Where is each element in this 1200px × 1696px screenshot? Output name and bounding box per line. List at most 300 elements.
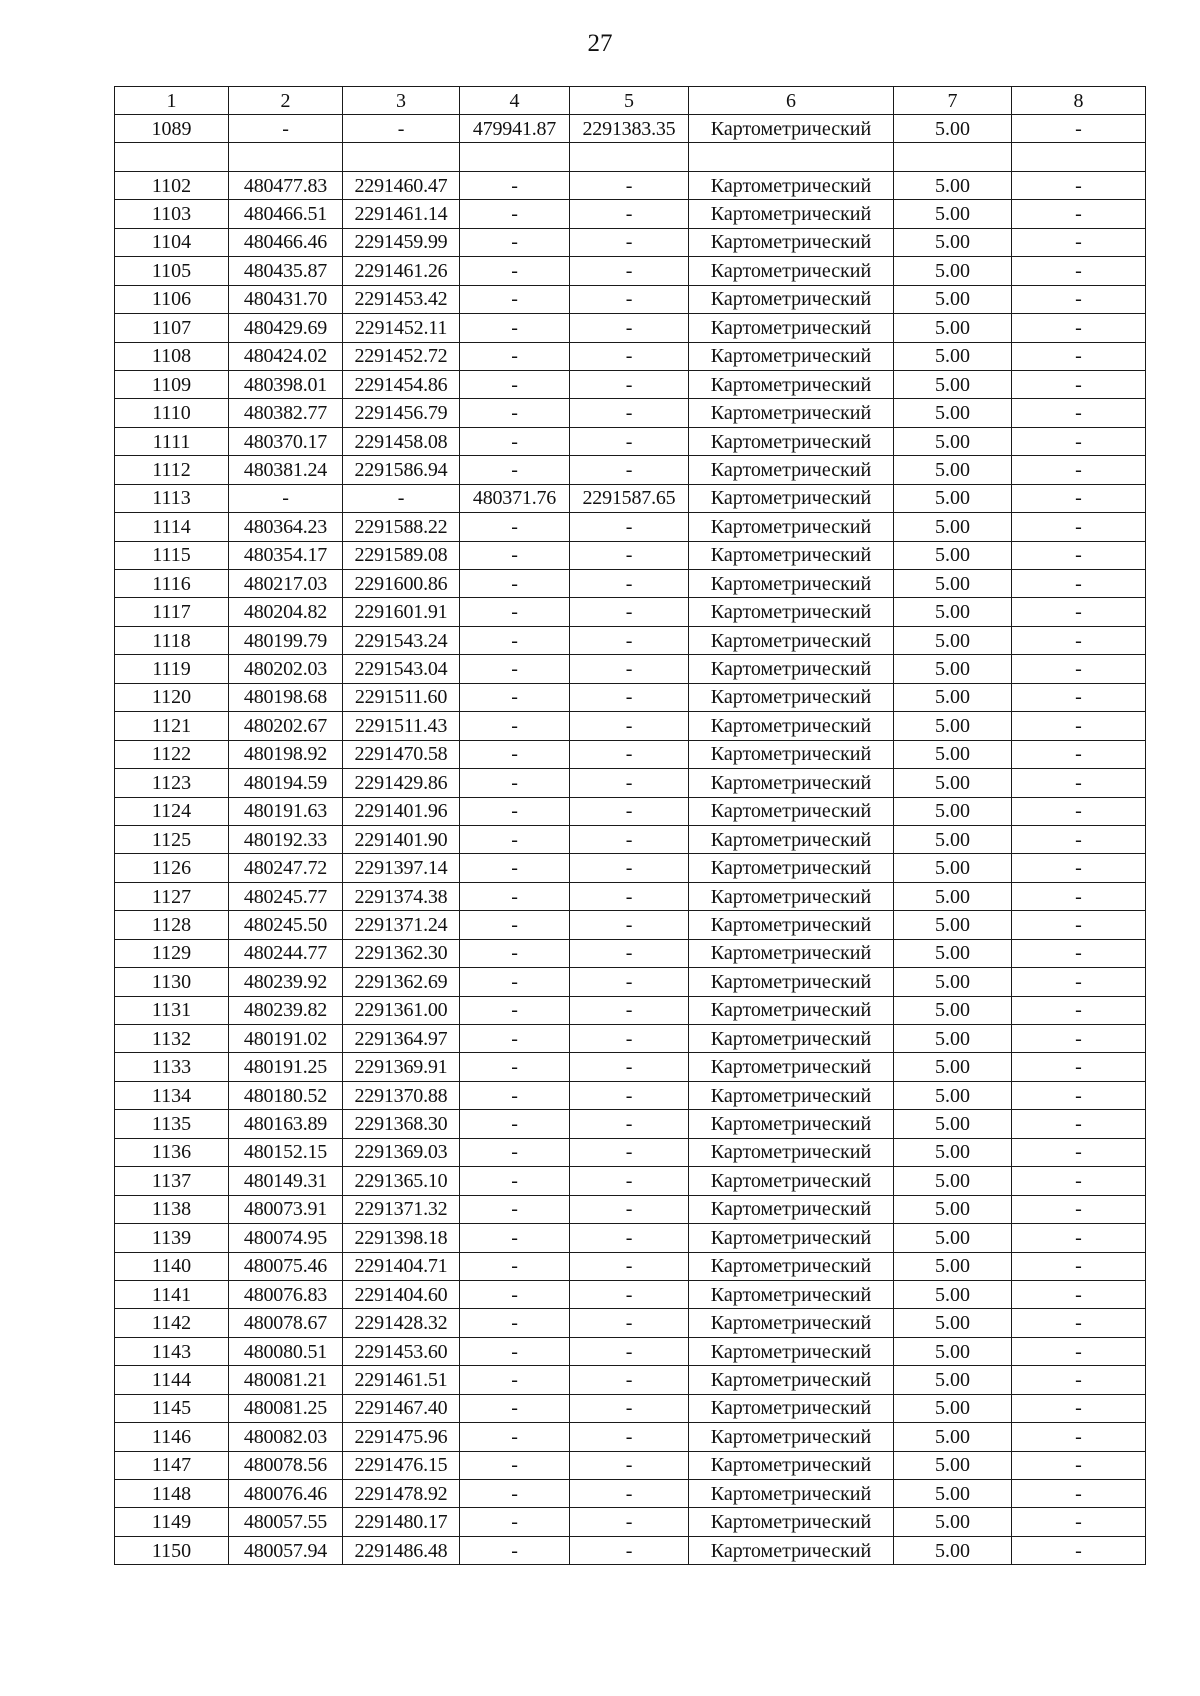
y-coordinate-new-cell: - xyxy=(570,513,689,541)
x-coordinate-cell: 480370.17 xyxy=(229,427,343,455)
note-cell: - xyxy=(1012,968,1146,996)
point-number-cell: 1131 xyxy=(115,996,229,1024)
x-coordinate-cell: 480080.51 xyxy=(229,1337,343,1365)
y-coordinate-new-cell: 2291587.65 xyxy=(570,484,689,512)
x-coordinate-new-cell: - xyxy=(460,683,570,711)
method-cell: Картометрический xyxy=(689,712,894,740)
note-cell: - xyxy=(1012,626,1146,654)
x-coordinate-new-cell: - xyxy=(460,1394,570,1422)
note-cell: - xyxy=(1012,911,1146,939)
table-row xyxy=(115,143,1146,171)
table-row xyxy=(115,228,1146,256)
x-coordinate-cell: 480163.89 xyxy=(229,1110,343,1138)
method-cell: Картометрический xyxy=(689,769,894,797)
method-cell: Картометрический xyxy=(689,456,894,484)
point-number-cell: 1116 xyxy=(115,570,229,598)
note-cell: - xyxy=(1012,115,1146,143)
note-cell: - xyxy=(1012,598,1146,626)
table-row xyxy=(115,598,1146,626)
y-coordinate-new-cell: - xyxy=(570,1025,689,1053)
method-cell: Картометрический xyxy=(689,1394,894,1422)
method-cell: Картометрический xyxy=(689,598,894,626)
x-coordinate-new-cell: - xyxy=(460,1252,570,1280)
y-coordinate-cell: 2291365.10 xyxy=(343,1167,460,1195)
x-coordinate-cell: 480202.67 xyxy=(229,712,343,740)
x-coordinate-cell: 480435.87 xyxy=(229,257,343,285)
table-row xyxy=(115,1451,1146,1479)
y-coordinate-new-cell: - xyxy=(570,1081,689,1109)
y-coordinate-new-cell: - xyxy=(570,1508,689,1536)
point-number-cell: 1109 xyxy=(115,370,229,398)
y-coordinate-cell: 2291470.58 xyxy=(343,740,460,768)
method-cell: Картометрический xyxy=(689,1280,894,1308)
table-row xyxy=(115,1280,1146,1308)
accuracy-cell: 5.00 xyxy=(894,996,1012,1024)
method-cell: Картометрический xyxy=(689,427,894,455)
table-row xyxy=(115,342,1146,370)
x-coordinate-cell: 480074.95 xyxy=(229,1224,343,1252)
y-coordinate-cell xyxy=(343,143,460,171)
point-number-cell: 1120 xyxy=(115,683,229,711)
accuracy-cell: 5.00 xyxy=(894,939,1012,967)
table-row xyxy=(115,200,1146,228)
y-coordinate-cell: - xyxy=(343,484,460,512)
x-coordinate-cell: 480431.70 xyxy=(229,285,343,313)
y-coordinate-new-cell: - xyxy=(570,882,689,910)
x-coordinate-new-cell: - xyxy=(460,598,570,626)
x-coordinate-new-cell: - xyxy=(460,1053,570,1081)
accuracy-cell: 5.00 xyxy=(894,968,1012,996)
x-coordinate-cell: 480204.82 xyxy=(229,598,343,626)
x-coordinate-new-cell: - xyxy=(460,228,570,256)
x-coordinate-cell: - xyxy=(229,115,343,143)
accuracy-cell: 5.00 xyxy=(894,484,1012,512)
y-coordinate-cell: 2291475.96 xyxy=(343,1423,460,1451)
point-number-cell: 1115 xyxy=(115,541,229,569)
accuracy-cell: 5.00 xyxy=(894,1480,1012,1508)
y-coordinate-cell: 2291397.14 xyxy=(343,854,460,882)
point-number-cell: 1144 xyxy=(115,1366,229,1394)
column-header-5: 5 xyxy=(570,87,689,115)
table-row xyxy=(115,541,1146,569)
y-coordinate-new-cell: 2291383.35 xyxy=(570,115,689,143)
x-coordinate-cell: 480247.72 xyxy=(229,854,343,882)
y-coordinate-new-cell: - xyxy=(570,655,689,683)
point-number-cell: 1137 xyxy=(115,1167,229,1195)
x-coordinate-new-cell: - xyxy=(460,427,570,455)
method-cell: Картометрический xyxy=(689,1309,894,1337)
table-row xyxy=(115,683,1146,711)
x-coordinate-cell: 480076.46 xyxy=(229,1480,343,1508)
method-cell: Картометрический xyxy=(689,1337,894,1365)
method-cell: Картометрический xyxy=(689,740,894,768)
y-coordinate-new-cell: - xyxy=(570,598,689,626)
x-coordinate-new-cell: - xyxy=(460,712,570,740)
method-cell: Картометрический xyxy=(689,655,894,683)
x-coordinate-cell: 480076.83 xyxy=(229,1280,343,1308)
note-cell: - xyxy=(1012,712,1146,740)
x-coordinate-new-cell: - xyxy=(460,570,570,598)
y-coordinate-cell: 2291404.71 xyxy=(343,1252,460,1280)
note-cell: - xyxy=(1012,1366,1146,1394)
method-cell: Картометрический xyxy=(689,882,894,910)
table-row xyxy=(115,1508,1146,1536)
y-coordinate-cell: 2291461.14 xyxy=(343,200,460,228)
note-cell: - xyxy=(1012,740,1146,768)
point-number-cell: 1108 xyxy=(115,342,229,370)
y-coordinate-cell: 2291404.60 xyxy=(343,1280,460,1308)
table-row xyxy=(115,1536,1146,1564)
table-row xyxy=(115,257,1146,285)
x-coordinate-new-cell: - xyxy=(460,171,570,199)
y-coordinate-new-cell: - xyxy=(570,911,689,939)
x-coordinate-new-cell: - xyxy=(460,1138,570,1166)
table-row xyxy=(115,626,1146,654)
x-coordinate-new-cell: - xyxy=(460,285,570,313)
point-number-cell: 1103 xyxy=(115,200,229,228)
table-row xyxy=(115,939,1146,967)
x-coordinate-new-cell: - xyxy=(460,1110,570,1138)
table-row xyxy=(115,655,1146,683)
accuracy-cell: 5.00 xyxy=(894,399,1012,427)
x-coordinate-cell: 480081.21 xyxy=(229,1366,343,1394)
point-number-cell: 1123 xyxy=(115,769,229,797)
point-number-cell: 1125 xyxy=(115,825,229,853)
y-coordinate-new-cell: - xyxy=(570,257,689,285)
point-number-cell: 1112 xyxy=(115,456,229,484)
note-cell: - xyxy=(1012,939,1146,967)
note-cell: - xyxy=(1012,1081,1146,1109)
table-row xyxy=(115,1224,1146,1252)
accuracy-cell: 5.00 xyxy=(894,1053,1012,1081)
note-cell: - xyxy=(1012,1394,1146,1422)
method-cell: Картометрический xyxy=(689,171,894,199)
table-row xyxy=(115,427,1146,455)
point-number-cell: 1089 xyxy=(115,115,229,143)
table-row xyxy=(115,1480,1146,1508)
x-coordinate-cell: 480191.02 xyxy=(229,1025,343,1053)
y-coordinate-new-cell: - xyxy=(570,427,689,455)
y-coordinate-cell: 2291370.88 xyxy=(343,1081,460,1109)
y-coordinate-new-cell: - xyxy=(570,1252,689,1280)
note-cell: - xyxy=(1012,1025,1146,1053)
y-coordinate-cell: 2291458.08 xyxy=(343,427,460,455)
y-coordinate-new-cell xyxy=(570,143,689,171)
x-coordinate-cell: 480198.68 xyxy=(229,683,343,711)
y-coordinate-new-cell: - xyxy=(570,541,689,569)
point-number-cell: 1107 xyxy=(115,314,229,342)
y-coordinate-new-cell: - xyxy=(570,1138,689,1166)
note-cell: - xyxy=(1012,825,1146,853)
y-coordinate-new-cell: - xyxy=(570,683,689,711)
x-coordinate-new-cell: - xyxy=(460,1423,570,1451)
table-row xyxy=(115,1337,1146,1365)
note-cell: - xyxy=(1012,370,1146,398)
x-coordinate-cell: 480073.91 xyxy=(229,1195,343,1223)
x-coordinate-new-cell: - xyxy=(460,655,570,683)
y-coordinate-new-cell: - xyxy=(570,1309,689,1337)
x-coordinate-new-cell: - xyxy=(460,513,570,541)
method-cell: Картометрический xyxy=(689,797,894,825)
point-number-cell: 1126 xyxy=(115,854,229,882)
y-coordinate-new-cell: - xyxy=(570,370,689,398)
point-number-cell: 1133 xyxy=(115,1053,229,1081)
accuracy-cell: 5.00 xyxy=(894,1224,1012,1252)
accuracy-cell: 5.00 xyxy=(894,1138,1012,1166)
method-cell: Картометрический xyxy=(689,1224,894,1252)
x-coordinate-cell: 480466.51 xyxy=(229,200,343,228)
table-row xyxy=(115,285,1146,313)
y-coordinate-cell: 2291588.22 xyxy=(343,513,460,541)
accuracy-cell: 5.00 xyxy=(894,1366,1012,1394)
x-coordinate-cell: 480199.79 xyxy=(229,626,343,654)
table-row xyxy=(115,1309,1146,1337)
x-coordinate-cell: 480192.33 xyxy=(229,825,343,853)
y-coordinate-cell: 2291478.92 xyxy=(343,1480,460,1508)
point-number-cell: 1127 xyxy=(115,882,229,910)
point-number-cell: 1124 xyxy=(115,797,229,825)
point-number-cell: 1142 xyxy=(115,1309,229,1337)
method-cell: Картометрический xyxy=(689,1252,894,1280)
y-coordinate-cell: 2291480.17 xyxy=(343,1508,460,1536)
y-coordinate-cell: 2291456.79 xyxy=(343,399,460,427)
note-cell: - xyxy=(1012,513,1146,541)
accuracy-cell: 5.00 xyxy=(894,570,1012,598)
accuracy-cell: 5.00 xyxy=(894,1451,1012,1479)
point-number-cell: 1143 xyxy=(115,1337,229,1365)
method-cell: Картометрический xyxy=(689,200,894,228)
point-number-cell: 1138 xyxy=(115,1195,229,1223)
note-cell: - xyxy=(1012,1280,1146,1308)
point-number-cell: 1140 xyxy=(115,1252,229,1280)
x-coordinate-new-cell: - xyxy=(460,626,570,654)
note-cell: - xyxy=(1012,257,1146,285)
accuracy-cell: 5.00 xyxy=(894,825,1012,853)
x-coordinate-cell: 480477.83 xyxy=(229,171,343,199)
note-cell: - xyxy=(1012,541,1146,569)
accuracy-cell: 5.00 xyxy=(894,626,1012,654)
x-coordinate-new-cell: - xyxy=(460,1480,570,1508)
y-coordinate-cell: 2291369.91 xyxy=(343,1053,460,1081)
accuracy-cell: 5.00 xyxy=(894,513,1012,541)
method-cell: Картометрический xyxy=(689,911,894,939)
point-number-cell: 1136 xyxy=(115,1138,229,1166)
point-number-cell: 1146 xyxy=(115,1423,229,1451)
table-row xyxy=(115,911,1146,939)
point-number-cell: 1102 xyxy=(115,171,229,199)
y-coordinate-new-cell: - xyxy=(570,171,689,199)
method-cell: Картометрический xyxy=(689,626,894,654)
x-coordinate-new-cell: 479941.87 xyxy=(460,115,570,143)
note-cell xyxy=(1012,143,1146,171)
method-cell: Картометрический xyxy=(689,314,894,342)
column-header-3: 3 xyxy=(343,87,460,115)
table-row xyxy=(115,882,1146,910)
x-coordinate-cell xyxy=(229,143,343,171)
x-coordinate-cell: 480239.82 xyxy=(229,996,343,1024)
x-coordinate-new-cell: - xyxy=(460,740,570,768)
method-cell: Картометрический xyxy=(689,1138,894,1166)
note-cell: - xyxy=(1012,285,1146,313)
method-cell: Картометрический xyxy=(689,1366,894,1394)
note-cell: - xyxy=(1012,427,1146,455)
y-coordinate-new-cell: - xyxy=(570,1224,689,1252)
column-header-1: 1 xyxy=(115,87,229,115)
x-coordinate-new-cell: 480371.76 xyxy=(460,484,570,512)
accuracy-cell: 5.00 xyxy=(894,1110,1012,1138)
x-coordinate-cell: 480217.03 xyxy=(229,570,343,598)
x-coordinate-new-cell: - xyxy=(460,1337,570,1365)
method-cell: Картометрический xyxy=(689,484,894,512)
note-cell: - xyxy=(1012,1309,1146,1337)
y-coordinate-cell: 2291428.32 xyxy=(343,1309,460,1337)
y-coordinate-new-cell: - xyxy=(570,399,689,427)
accuracy-cell: 5.00 xyxy=(894,314,1012,342)
accuracy-cell: 5.00 xyxy=(894,769,1012,797)
x-coordinate-cell: 480081.25 xyxy=(229,1394,343,1422)
y-coordinate-new-cell: - xyxy=(570,1451,689,1479)
x-coordinate-new-cell: - xyxy=(460,342,570,370)
y-coordinate-cell: 2291369.03 xyxy=(343,1138,460,1166)
x-coordinate-cell: 480354.17 xyxy=(229,541,343,569)
table-row xyxy=(115,1110,1146,1138)
table-body xyxy=(115,115,1146,1565)
point-number-cell: 1119 xyxy=(115,655,229,683)
y-coordinate-cell: 2291454.86 xyxy=(343,370,460,398)
note-cell: - xyxy=(1012,456,1146,484)
table-header xyxy=(115,87,1146,115)
x-coordinate-cell: 480194.59 xyxy=(229,769,343,797)
y-coordinate-new-cell: - xyxy=(570,968,689,996)
method-cell: Картометрический xyxy=(689,854,894,882)
method-cell: Картометрический xyxy=(689,228,894,256)
accuracy-cell: 5.00 xyxy=(894,1337,1012,1365)
method-cell: Картометрический xyxy=(689,1167,894,1195)
x-coordinate-cell: 480198.92 xyxy=(229,740,343,768)
x-coordinate-cell: 480191.25 xyxy=(229,1053,343,1081)
note-cell: - xyxy=(1012,1110,1146,1138)
table-row xyxy=(115,797,1146,825)
note-cell: - xyxy=(1012,769,1146,797)
column-header-8: 8 xyxy=(1012,87,1146,115)
table-row xyxy=(115,484,1146,512)
y-coordinate-new-cell: - xyxy=(570,285,689,313)
accuracy-cell: 5.00 xyxy=(894,854,1012,882)
column-header-7: 7 xyxy=(894,87,1012,115)
y-coordinate-new-cell: - xyxy=(570,1337,689,1365)
x-coordinate-cell: 480364.23 xyxy=(229,513,343,541)
accuracy-cell: 5.00 xyxy=(894,370,1012,398)
x-coordinate-new-cell: - xyxy=(460,968,570,996)
note-cell: - xyxy=(1012,1053,1146,1081)
method-cell: Картометрический xyxy=(689,683,894,711)
note-cell: - xyxy=(1012,882,1146,910)
y-coordinate-cell: 2291543.04 xyxy=(343,655,460,683)
y-coordinate-new-cell: - xyxy=(570,1394,689,1422)
y-coordinate-new-cell: - xyxy=(570,996,689,1024)
point-number-cell: 1113 xyxy=(115,484,229,512)
y-coordinate-cell: 2291371.24 xyxy=(343,911,460,939)
method-cell: Картометрический xyxy=(689,541,894,569)
x-coordinate-new-cell: - xyxy=(460,996,570,1024)
x-coordinate-cell: 480149.31 xyxy=(229,1167,343,1195)
table-row xyxy=(115,854,1146,882)
point-number-cell: 1134 xyxy=(115,1081,229,1109)
note-cell: - xyxy=(1012,1451,1146,1479)
method-cell: Картометрический xyxy=(689,570,894,598)
y-coordinate-cell: 2291460.47 xyxy=(343,171,460,199)
point-number-cell: 1114 xyxy=(115,513,229,541)
y-coordinate-cell: 2291461.26 xyxy=(343,257,460,285)
accuracy-cell: 5.00 xyxy=(894,712,1012,740)
header-row xyxy=(115,87,1146,115)
y-coordinate-new-cell: - xyxy=(570,740,689,768)
accuracy-cell: 5.00 xyxy=(894,228,1012,256)
x-coordinate-cell: 480078.67 xyxy=(229,1309,343,1337)
x-coordinate-cell: 480382.77 xyxy=(229,399,343,427)
y-coordinate-cell: 2291401.96 xyxy=(343,797,460,825)
accuracy-cell: 5.00 xyxy=(894,740,1012,768)
page-number: 27 xyxy=(587,30,613,57)
column-header-4: 4 xyxy=(460,87,570,115)
x-coordinate-cell: 480082.03 xyxy=(229,1423,343,1451)
table-row xyxy=(115,1081,1146,1109)
x-coordinate-new-cell: - xyxy=(460,1309,570,1337)
table-row xyxy=(115,171,1146,199)
accuracy-cell: 5.00 xyxy=(894,200,1012,228)
y-coordinate-cell: 2291467.40 xyxy=(343,1394,460,1422)
method-cell: Картометрический xyxy=(689,115,894,143)
note-cell: - xyxy=(1012,484,1146,512)
y-coordinate-cell: 2291511.60 xyxy=(343,683,460,711)
y-coordinate-new-cell: - xyxy=(570,1366,689,1394)
y-coordinate-cell: 2291364.97 xyxy=(343,1025,460,1053)
y-coordinate-cell: 2291600.86 xyxy=(343,570,460,598)
accuracy-cell: 5.00 xyxy=(894,655,1012,683)
accuracy-cell: 5.00 xyxy=(894,171,1012,199)
x-coordinate-cell: 480245.50 xyxy=(229,911,343,939)
table-row xyxy=(115,712,1146,740)
table-row xyxy=(115,996,1146,1024)
x-coordinate-new-cell: - xyxy=(460,456,570,484)
point-number-cell: 1147 xyxy=(115,1451,229,1479)
x-coordinate-new-cell: - xyxy=(460,257,570,285)
y-coordinate-new-cell: - xyxy=(570,769,689,797)
table-row xyxy=(115,456,1146,484)
y-coordinate-new-cell: - xyxy=(570,1167,689,1195)
y-coordinate-new-cell: - xyxy=(570,314,689,342)
y-coordinate-new-cell: - xyxy=(570,200,689,228)
x-coordinate-cell: 480180.52 xyxy=(229,1081,343,1109)
x-coordinate-new-cell: - xyxy=(460,1224,570,1252)
method-cell: Картометрический xyxy=(689,1423,894,1451)
point-number-cell: 1105 xyxy=(115,257,229,285)
point-number-cell: 1145 xyxy=(115,1394,229,1422)
table-row xyxy=(115,1252,1146,1280)
x-coordinate-cell: 480245.77 xyxy=(229,882,343,910)
point-number-cell xyxy=(115,143,229,171)
accuracy-cell xyxy=(894,143,1012,171)
x-coordinate-cell: 480075.46 xyxy=(229,1252,343,1280)
table-row xyxy=(115,399,1146,427)
method-cell: Картометрический xyxy=(689,1508,894,1536)
y-coordinate-new-cell: - xyxy=(570,854,689,882)
accuracy-cell: 5.00 xyxy=(894,1167,1012,1195)
y-coordinate-cell: 2291461.51 xyxy=(343,1366,460,1394)
y-coordinate-new-cell: - xyxy=(570,570,689,598)
accuracy-cell: 5.00 xyxy=(894,456,1012,484)
accuracy-cell: 5.00 xyxy=(894,1252,1012,1280)
